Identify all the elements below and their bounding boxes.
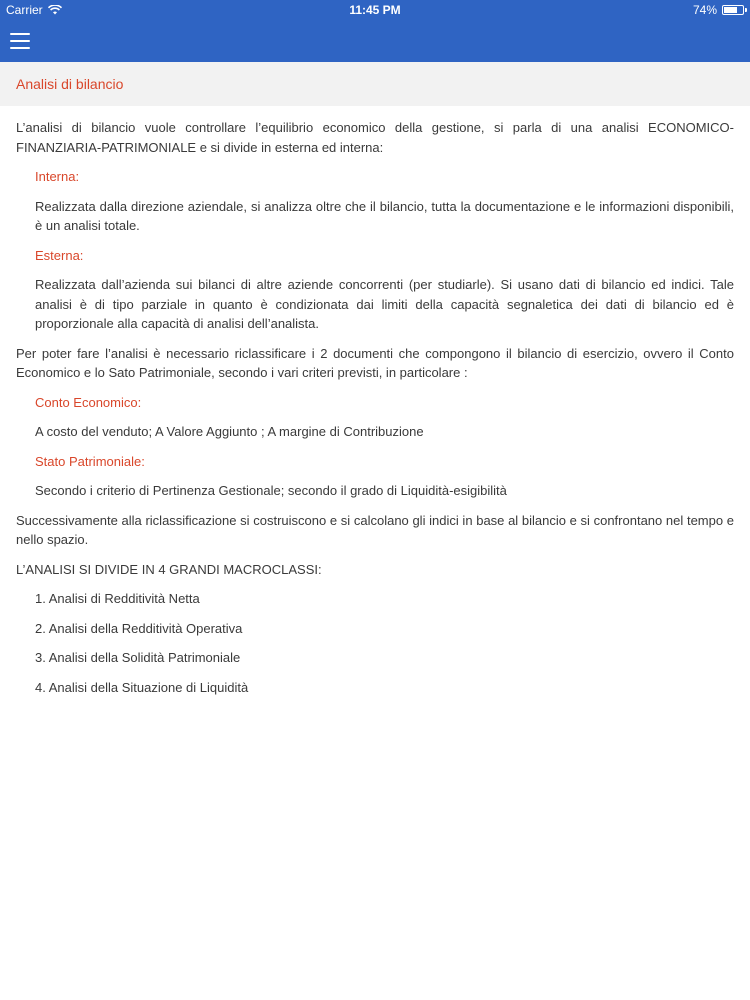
- interna-title: Interna:: [35, 169, 80, 184]
- esterna-paragraph: Realizzata dall’azienda sui bilanci di altre aziende concorrenti (per studiarle). Si usano dati di bilancio ed indici. Tale analisi è di tipo parziale in quanto è condizionata dai limiti della capacità segnaletica dei dati di bilancio ed è proporzionale alla capacità di analisi dell’analista.: [35, 277, 734, 331]
- list-item: 1. Analisi di Redditività Netta: [35, 591, 200, 606]
- interna-paragraph: Realizzata dalla direzione aziendale, si analizza oltre che il bilancio, tutta la documentazione e le informazioni disponibili, è un analisi totale.: [35, 198, 734, 233]
- list-item: 2. Analisi della Redditività Operativa: [35, 620, 243, 636]
- clock: 11:45 PM: [349, 3, 401, 17]
- hamburger-menu-icon[interactable]: [10, 33, 30, 49]
- battery-fill: [724, 7, 737, 13]
- status-right: [693, 3, 744, 17]
- conto-economico-title: Conto Economico:: [35, 394, 142, 410]
- section-header: [0, 62, 750, 106]
- riclassificare-paragraph: Per poter fare l’analisi è necessario riclassificare i 2 documenti che compongono il bilancio di esercizio, ovvero il Conto Economico e lo Sato Patrimoniale, secondo i vari criteri previsti, in particolare :: [16, 345, 734, 380]
- conto-economico-paragraph: A costo del venduto; A Valore Aggiunto ; A margine di Contribuzione: [35, 424, 424, 439]
- intro-paragraph: L’analisi di bilancio vuole controllare l’equilibrio economico della gestione, si parla di una analisi ECONOMICO-FINANZIARIA-PATRIMONIALE e si divide in esterna ed interna:: [16, 120, 734, 155]
- successivamente-paragraph: Successivamente alla riclassificazione si costruiscono e si calcolano gli indici in base al bilancio e si confrontano nel tempo e nello spazio.: [16, 512, 734, 547]
- page-title: Analisi di bilancio: [16, 76, 124, 92]
- stato-patrimoniale-title: Stato Patrimoniale:: [35, 453, 145, 469]
- carrier-label: Carrier: [6, 3, 43, 17]
- status-bar: [0, 0, 750, 20]
- article-content: [16, 118, 734, 707]
- battery-icon: [722, 5, 744, 15]
- stato-patrimoniale-paragraph: Secondo i criterio di Pertinenza Gestionale; secondo il grado di Liquidità-esigibilità: [35, 483, 507, 498]
- battery-percent: 74%: [692, 3, 717, 17]
- list-item: 3. Analisi della Solidità Patrimoniale: [35, 650, 241, 665]
- list-item: 4. Analisi della Situazione di Liquidità: [35, 679, 249, 695]
- esterna-title: Esterna:: [35, 247, 84, 263]
- macroclassi-heading: L’ANALISI SI DIVIDE IN 4 GRANDI MACROCLASSI:: [16, 561, 322, 577]
- navigation-bar: [0, 0, 750, 62]
- battery-tip: [745, 8, 747, 12]
